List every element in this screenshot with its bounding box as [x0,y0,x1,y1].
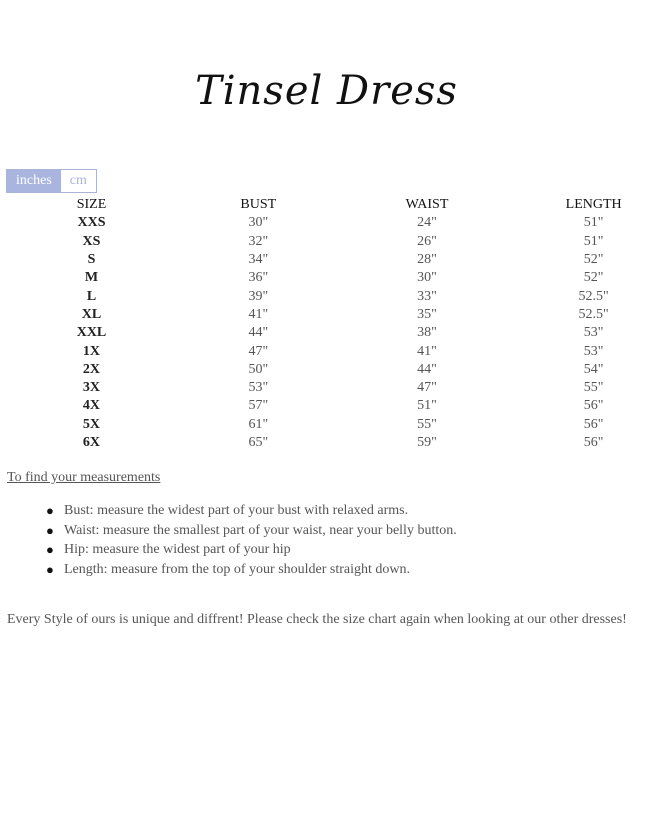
inches-button[interactable]: inches [7,170,61,192]
table-row [0,397,653,415]
table-header-row [0,196,653,214]
list-item [46,560,457,580]
cell-size: XL [81,306,102,322]
cell-bust: 65" [248,435,269,450]
cell-size: 4X [82,398,101,414]
cell-waist: 28" [417,252,437,268]
cell-waist: 26" [417,233,437,249]
list-item [46,521,457,541]
cell-waist: 44" [417,361,437,377]
cell-size: 6X [82,435,101,450]
cell-size: 3X [82,380,101,396]
bullet-icon: ● [46,562,54,578]
cell-bust: 53" [248,380,269,396]
tip-hip: Hip: measure the widest part of your hip [64,542,291,558]
table-row [0,251,653,269]
cell-length: 56" [583,435,604,450]
table-row [0,233,653,251]
cell-bust: 41" [248,306,269,322]
table-row [0,324,653,342]
cm-button[interactable]: cm [61,170,96,192]
list-item [46,540,457,560]
cell-bust: 61" [248,416,269,432]
cell-size: 2X [82,361,101,377]
cell-bust: 50" [248,361,269,377]
cell-size: XXL [76,325,107,341]
cell-length: 53" [583,343,604,359]
header-length: LENGTH [565,197,622,213]
cell-bust: 39" [248,288,269,304]
table-row [0,361,653,379]
cell-waist: 35" [417,306,437,322]
cell-length: 52" [583,270,604,286]
header-bust: BUST [240,197,277,213]
bullet-icon: ● [46,542,54,558]
cell-bust: 34" [248,252,269,268]
tip-bust: Bust: measure the widest part of your bust with relaxed arms. [64,503,409,518]
cell-size: M [84,270,99,286]
cell-waist: 51" [417,398,437,414]
cell-waist: 30" [417,270,437,286]
cell-size: XXS [77,215,106,231]
table-row [0,379,653,397]
table-row [0,214,653,232]
cell-size: 1X [82,343,101,359]
bullet-icon: ● [46,503,54,518]
cell-length: 51" [583,233,604,249]
cell-length: 52.5" [578,306,609,322]
unit-toggle [6,169,97,193]
table-row [0,306,653,324]
tip-waist: Waist: measure the smallest part of your waist, near your belly button. [64,522,457,538]
cell-waist: 41" [417,343,437,359]
bullet-icon: ● [46,522,54,538]
measurement-tips-list [46,501,457,580]
page-title: Tinsel Dress [195,68,458,114]
cell-length: 53" [583,325,604,341]
header-size: SIZE [76,197,107,213]
cell-size: XS [82,233,101,249]
cell-length: 56" [583,416,604,432]
list-item [46,501,457,521]
cell-waist: 33" [417,288,437,304]
cell-waist: 47" [417,380,437,396]
footer-note: Every Style of ours is unique and diffrent! Please check the size chart again when looking at our other dresses! [7,612,627,627]
cell-size: 5X [82,416,101,432]
cell-length: 56" [583,398,604,414]
size-chart-table [0,196,653,452]
cell-bust: 57" [248,398,269,414]
cell-bust: 36" [248,270,269,286]
table-row [0,434,653,452]
cell-length: 54" [583,361,604,377]
tip-length: Length: measure from the top of your shoulder straight down. [64,562,411,578]
cell-length: 51" [583,215,604,231]
cell-waist: 59" [417,435,437,450]
cell-bust: 30" [248,215,269,231]
cell-bust: 47" [248,343,269,359]
cell-size: S [87,252,96,268]
cell-bust: 32" [248,233,269,249]
table-row [0,269,653,287]
table-body [0,214,653,452]
table-row [0,287,653,305]
cell-waist: 55" [417,416,437,432]
cell-bust: 44" [248,325,269,341]
cell-size: L [86,288,97,304]
cell-waist: 38" [417,325,437,341]
find-measurements-link[interactable]: To find your measurements [7,470,161,485]
cell-waist: 24" [417,215,437,231]
cell-length: 55" [583,380,604,396]
header-waist: WAIST [405,197,449,213]
cell-length: 52.5" [578,288,609,304]
table-row [0,342,653,360]
cell-length: 52" [583,252,604,268]
table-row [0,416,653,434]
